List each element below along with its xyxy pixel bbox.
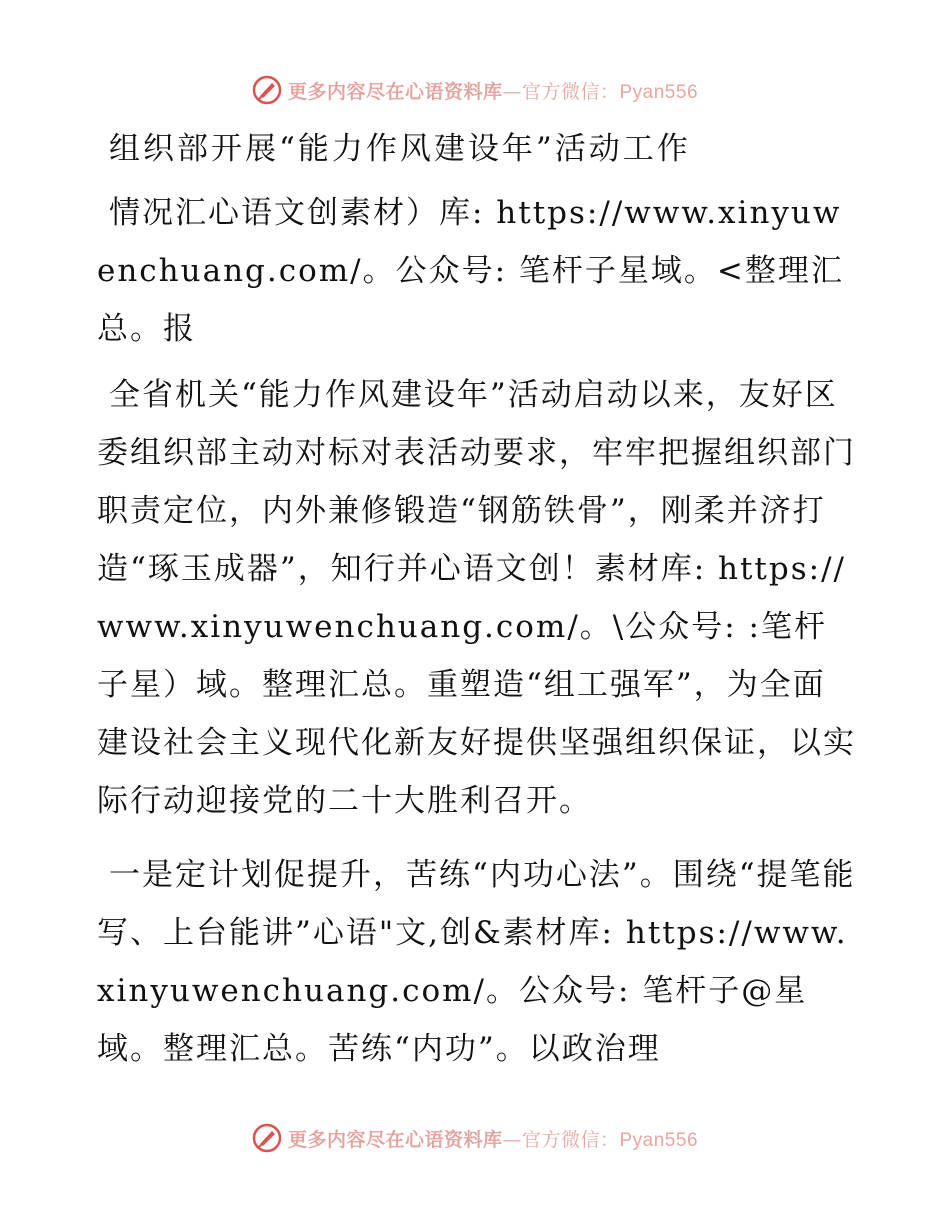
watermark-text: 更多内容尽在心语资料库—官方微信：Pyan556 [287, 1128, 699, 1151]
document-title: 组织部开展“能力作风建设年”活动工作 [109, 131, 691, 167]
paragraph-1: 情况汇心语文创素材）库: https://www.xinyuwenchuang.com/。公众号: 笔杆子星域。<整理汇总。报 [97, 195, 844, 347]
quill-logo-icon [252, 1123, 282, 1153]
paragraph-2: 全省机关“能力作风建设年”活动启动以来，友好区委组织部主动对标对表活动要求，牢牢把握组织部门职责定位，内外兼修锻造“钢筋铁骨”，刚柔并济打造“琢玉成器”，知行并心语文创！素材库: https://www.xinyuwenchuang.com/。\公众号: :笔杆子星）域。整理汇总。重塑造“组工强军”，为全面建设社会主义现代化新友好提供坚强组织保证，以实际行动迎接党的二十大胜利召开。 [97, 377, 856, 819]
watermark-text: 更多内容尽在心语资料库—官方微信：Pyan556 [287, 80, 699, 103]
paragraph-3: 一是定计划促提升，苦练“内功心法”。围绕“提笔能写、上台能讲”心语"文,创&素材库: https://www.xinyuwenchuang.com/。公众号: 笔杆子@星域。整理汇总。苦练“内功”。以政治理 [97, 857, 856, 1067]
quill-logo-icon [252, 75, 282, 105]
watermark-header [0, 70, 950, 110]
document-body [97, 120, 857, 1078]
watermark-footer [0, 1118, 950, 1158]
